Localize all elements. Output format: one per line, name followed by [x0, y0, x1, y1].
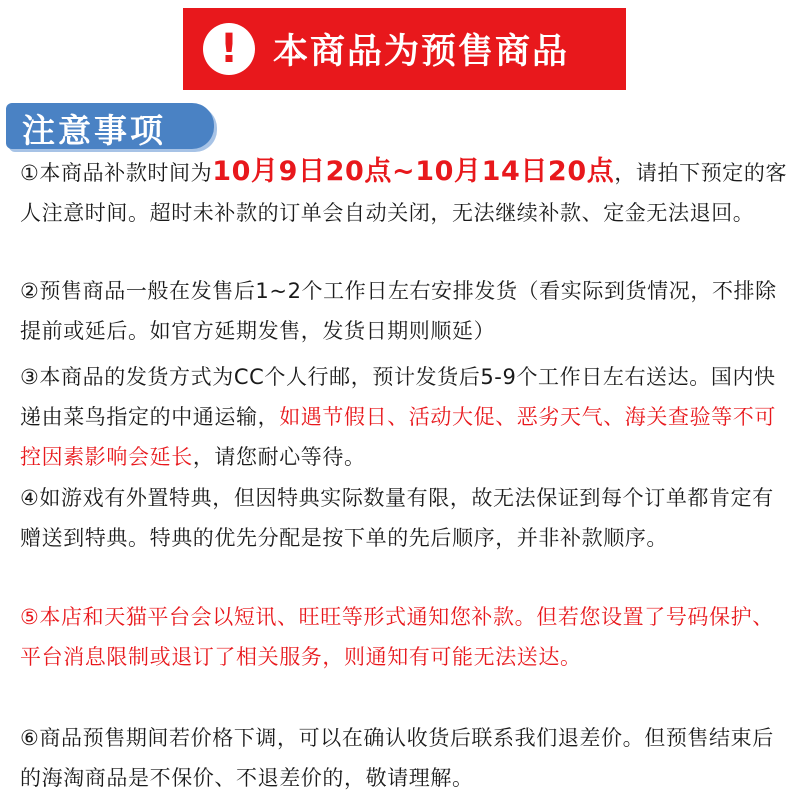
note-payment-time — [20, 152, 792, 233]
section-title: 注意事项 — [22, 111, 166, 150]
exclamation-icon — [203, 23, 255, 75]
note-1-prefix: ①本商品补款时间为 — [20, 161, 213, 185]
note-1-highlight: 10月9日20点~10月14日20点 — [212, 156, 615, 187]
note-3-highlight: 如遇节假日、活动大促、恶劣天气、海关查验等不可控因素影响会延长 — [20, 405, 777, 469]
section-header — [6, 103, 214, 149]
note-notification: ⑤本店和天猫平台会以短讯、旺旺等形式通知您补款。但若您设置了号码保护、平台消息限制或退订了相关服务，则通知有可能无法送达。 — [20, 605, 774, 669]
note-shipping-schedule: ②预售商品一般在发售后1~2个工作日左右安排发货（看实际到货情况，不排除提前或延后。如官方延期发售，发货日期则顺延） — [20, 279, 777, 343]
exclamation-glyph: ! — [219, 26, 239, 72]
note-1-suffix: ，请拍下预定的客人注意时间。超时未补款的订单会自动关闭，无法继续补款、定金无法退回。 — [20, 161, 788, 225]
banner-title: 本商品为预售商品 — [273, 32, 570, 72]
note-3-suffix: ，请您耐心等待。 — [192, 445, 366, 469]
note-delivery-method — [20, 357, 792, 477]
note-3-prefix: ③本商品的发货方式为CC个人行邮，预计发货后5-9个工作日左右送达。国内快递由菜鸟指定的中通运输， — [20, 365, 776, 429]
presale-banner — [183, 8, 626, 90]
note-bonus-items: ④如游戏有外置特典，但因特典实际数量有限，故无法保证到每个订单都肯定有赠送到特典。特典的优先分配是按下单的先后顺序，并非补款顺序。 — [20, 486, 774, 550]
note-price-protection: ⑥商品预售期间若价格下调，可以在确认收货后联系我们退差价。但预售结束后的海淘商品是不保价、不退差价的，敬请理解。 — [20, 726, 774, 790]
